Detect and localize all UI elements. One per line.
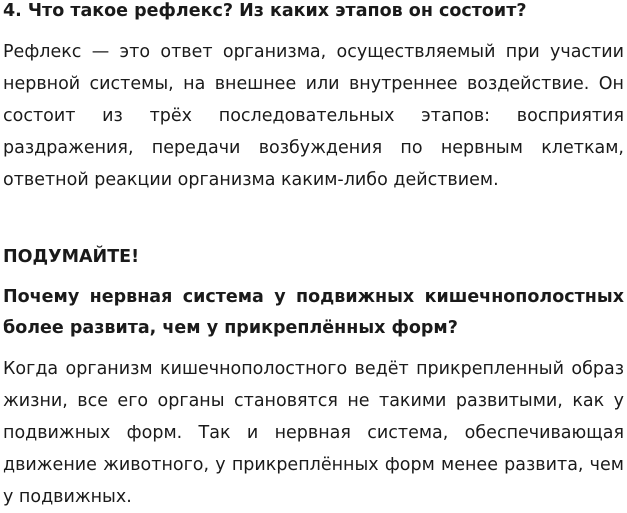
think-heading: ПОДУМАЙТЕ! [3,247,140,267]
question-4-title: 4. Что такое рефлекс? Из каких этапов он состоит? [3,1,527,21]
think-answer: Когда организм кишечнополостного ведёт прикрепленный образ жизни, все его органы становятся не такими развитыми, как у подвижных форм. Так и нервная система, обеспечивающая движение животного, у прикреплённых форм менее развита, чем у подвижных. [3,359,624,507]
think-question: Почему нервная система у подвижных кишечнополостных более развита, чем у прикреплённых форм? [3,287,624,338]
question-4-answer: Рефлекс — это ответ организма, осуществляемый при участии нервной системы, на внешнее или внутреннее воздействие. Он состоит из трёх последовательных этапов: восприятия раздражения, передачи возбуждения по нервным клеткам, ответной реакции организма каким-либо действием. [3,42,624,190]
document-page [3,0,624,513]
